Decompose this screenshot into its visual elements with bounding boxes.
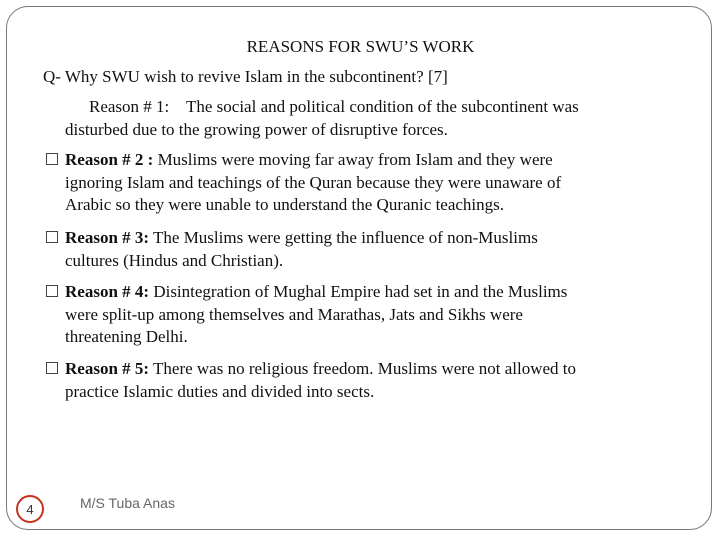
bullet-box-icon [46,231,58,243]
slide-title: REASONS FOR SWU’S WORK [246,37,475,56]
reason-5-label: Reason # 5: [65,359,150,378]
reason-1-line-1 [65,96,685,119]
reason-3-text-1: The Muslims were getting the influence of non-Muslims [153,228,538,247]
reason-2-line-3: Arabic so they were unable to understand the Quranic teachings. [65,195,505,214]
reason-5 [65,358,685,403]
bullet-box-icon [46,153,58,165]
reason-2-text-1: Muslims were moving far away from Islam and they were [157,150,553,169]
reason-4-label: Reason # 4: [65,282,150,301]
footer-author: M/S Tuba Anas [80,495,175,511]
reason-2-line-2: ignoring Islam and teachings of the Quran because they were unaware of [65,172,562,192]
reason-2-label: Reason # 2 : [65,150,154,169]
reason-1-separator: : [164,97,170,116]
reason-3-line-2: cultures (Hindus and Christian). [65,250,284,270]
reason-5-line-2: practice Islamic duties and divided into sects. [65,381,375,401]
reason-4-line-3: threatening Delhi. [65,327,188,346]
page-number: 4 [26,501,34,517]
reason-1-label: Reason # 1 [89,97,165,116]
bullet-box-icon [46,362,58,374]
reason-4-line-2: were split-up among themselves and Marathas, Jats and Sikhs were [65,304,523,324]
reason-1-line-2: disturbed due to the growing power of disruptive forces. [65,119,448,139]
reason-2-line-1 [65,149,685,172]
reason-1-text-1: The social and political condition of the subcontinent was [185,97,579,116]
reason-2 [65,149,685,217]
reason-3 [65,227,685,272]
question-text: Q- Why SWU wish to revive Islam in the subcontinent? [7] [43,67,448,86]
reason-3-label: Reason # 3: [65,228,150,247]
reason-4 [65,281,685,349]
bullet-box-icon [46,285,58,297]
reason-4-line-1 [65,281,685,304]
reason-4-text-1: Disintegration of Mughal Empire had set in and the Muslims [153,282,568,301]
page-number-badge [16,495,44,523]
reason-5-text-1: There was no religious freedom. Muslims were not allowed to [153,359,577,378]
reason-3-line-1 [65,227,685,250]
reason-1 [65,96,685,141]
reason-5-line-1 [65,358,685,381]
